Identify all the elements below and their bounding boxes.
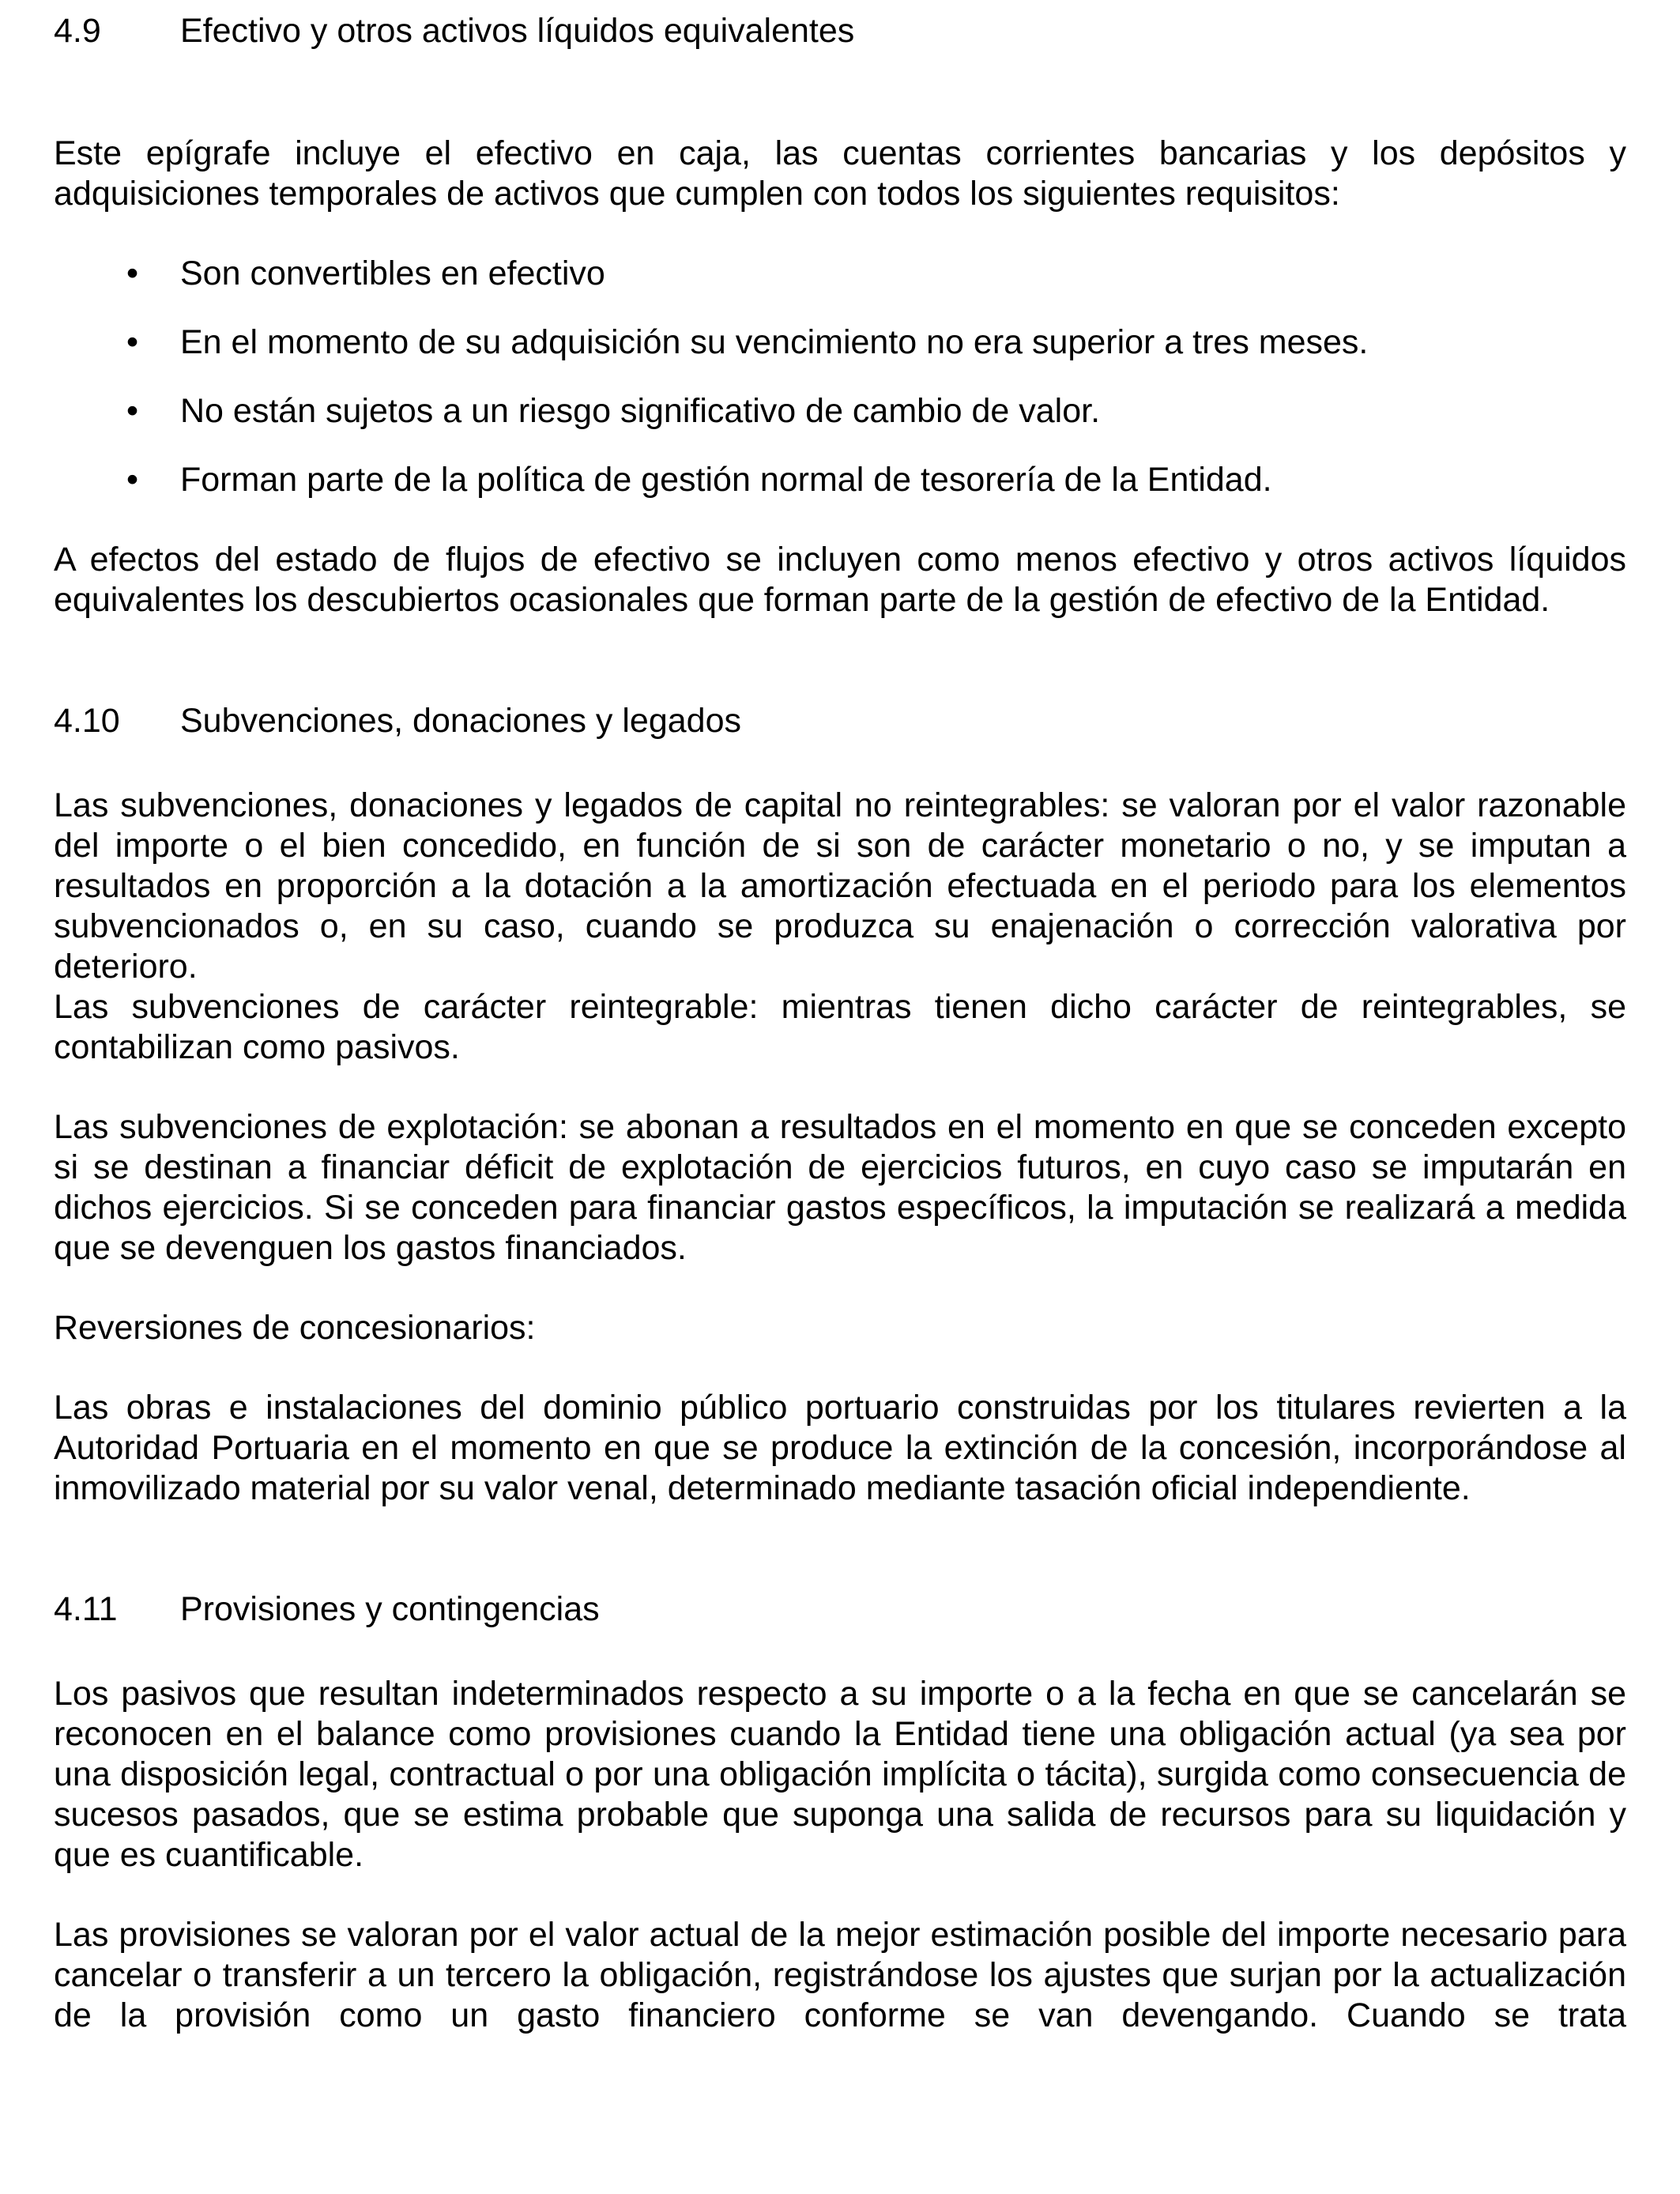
section-heading-4-9: [54, 11, 1626, 51]
paragraph-reimbursable-grants: Las subvenciones de carácter reintegrable: mientras tienen dicho carácter de reintegrables, se contabilizan como pasivos.: [54, 988, 1626, 1066]
paragraph-cash-definition: Este epígrafe incluye el efectivo en caja, las cuentas corrientes bancarias y los depósitos y adquisiciones temporales de activos que cumplen con todos los siguientes requisitos:: [54, 134, 1626, 213]
bullet-marker: •: [126, 323, 139, 361]
paragraph-cash-flow-statement: A efectos del estado de flujos de efectivo se incluyen como menos efectivo y otros activos líquidos equivalentes los descubiertos ocasionales que forman parte de la gestión de efectivo de la Entidad.: [54, 541, 1626, 619]
document-page: [54, 11, 1626, 2036]
list-item-text: No están sujetos a un riesgo significativo de cambio de valor.: [180, 392, 1101, 430]
list-item: [54, 254, 1626, 294]
paragraph-reversions: Las obras e instalaciones del dominio público portuario construidas por los titulares revierten a la Autoridad Portuaria en el momento en que se produce la extinción de la concesión, incorporándose al inmovilizado material por su valor venal, determinado mediante tasación oficial independiente.: [54, 1389, 1626, 1507]
bullet-marker: •: [126, 254, 139, 292]
paragraph-provisions-valuation: Las provisiones se valoran por el valor actual de la mejor estimación posible del importe necesario para cancelar o transferir a un tercero la obligación, registrándose los ajustes que surjan por la actualización de la provisión como un gasto financiero conforme se van devengando. Cuando se trata: [54, 1916, 1626, 2034]
section-number: 4.10: [54, 702, 120, 740]
section-title: Provisiones y contingencias: [180, 1590, 600, 1628]
section-heading-4-10: [54, 701, 1626, 741]
paragraph-provisions-recognition: Los pasivos que resultan indeterminados respecto a su importe o a la fecha en que se cancelarán se reconocen en el balance como provisiones cuando la Entidad tiene una obligación actual (ya sea por una disposición legal, contractual o por una obligación implícita o tácita), surgida como consecuencia de sucesos pasados, que se estima probable que suponga una salida de recursos para su liquidación y que es cuantificable.: [54, 1675, 1626, 1874]
paragraph-capital-grants: Las subvenciones, donaciones y legados de capital no reintegrables: se valoran por el valor razonable del importe o el bien concedido, en función de si son de carácter monetario o no, y se imputan a resultados en proporción a la dotación a la amortización efectuada en el periodo para los elementos subvencionados o, en su caso, cuando se produzca su enajenación o corrección valorativa por deterioro.: [54, 786, 1626, 986]
section-title: Subvenciones, donaciones y legados: [180, 702, 742, 740]
subheading-reversions: Reversiones de concesionarios:: [54, 1309, 536, 1347]
list-item: [54, 460, 1626, 500]
bullet-marker: •: [126, 461, 139, 499]
section-heading-4-11: [54, 1589, 1626, 1630]
list-item-text: En el momento de su adquisición su vencimiento no era superior a tres meses.: [180, 323, 1369, 361]
list-item-text: Son convertibles en efectivo: [180, 254, 605, 292]
section-number: 4.11: [54, 1590, 118, 1628]
requirements-list: [54, 254, 1626, 500]
paragraph-operating-grants: Las subvenciones de explotación: se abonan a resultados en el momento en que se conceden excepto si se destinan a financiar déficit de explotación de ejercicios futuros, en cuyo caso se imputarán en dichos ejercicios. Si se conceden para financiar gastos específicos, la imputación se realizará a medida que se devenguen los gastos financiados.: [54, 1108, 1626, 1267]
section-number: 4.9: [54, 12, 101, 50]
list-item: [54, 391, 1626, 432]
list-item-text: Forman parte de la política de gestión normal de tesorería de la Entidad.: [180, 461, 1272, 499]
bullet-marker: •: [126, 392, 139, 430]
section-title: Efectivo y otros activos líquidos equivalentes: [180, 12, 855, 50]
list-item: [54, 322, 1626, 363]
